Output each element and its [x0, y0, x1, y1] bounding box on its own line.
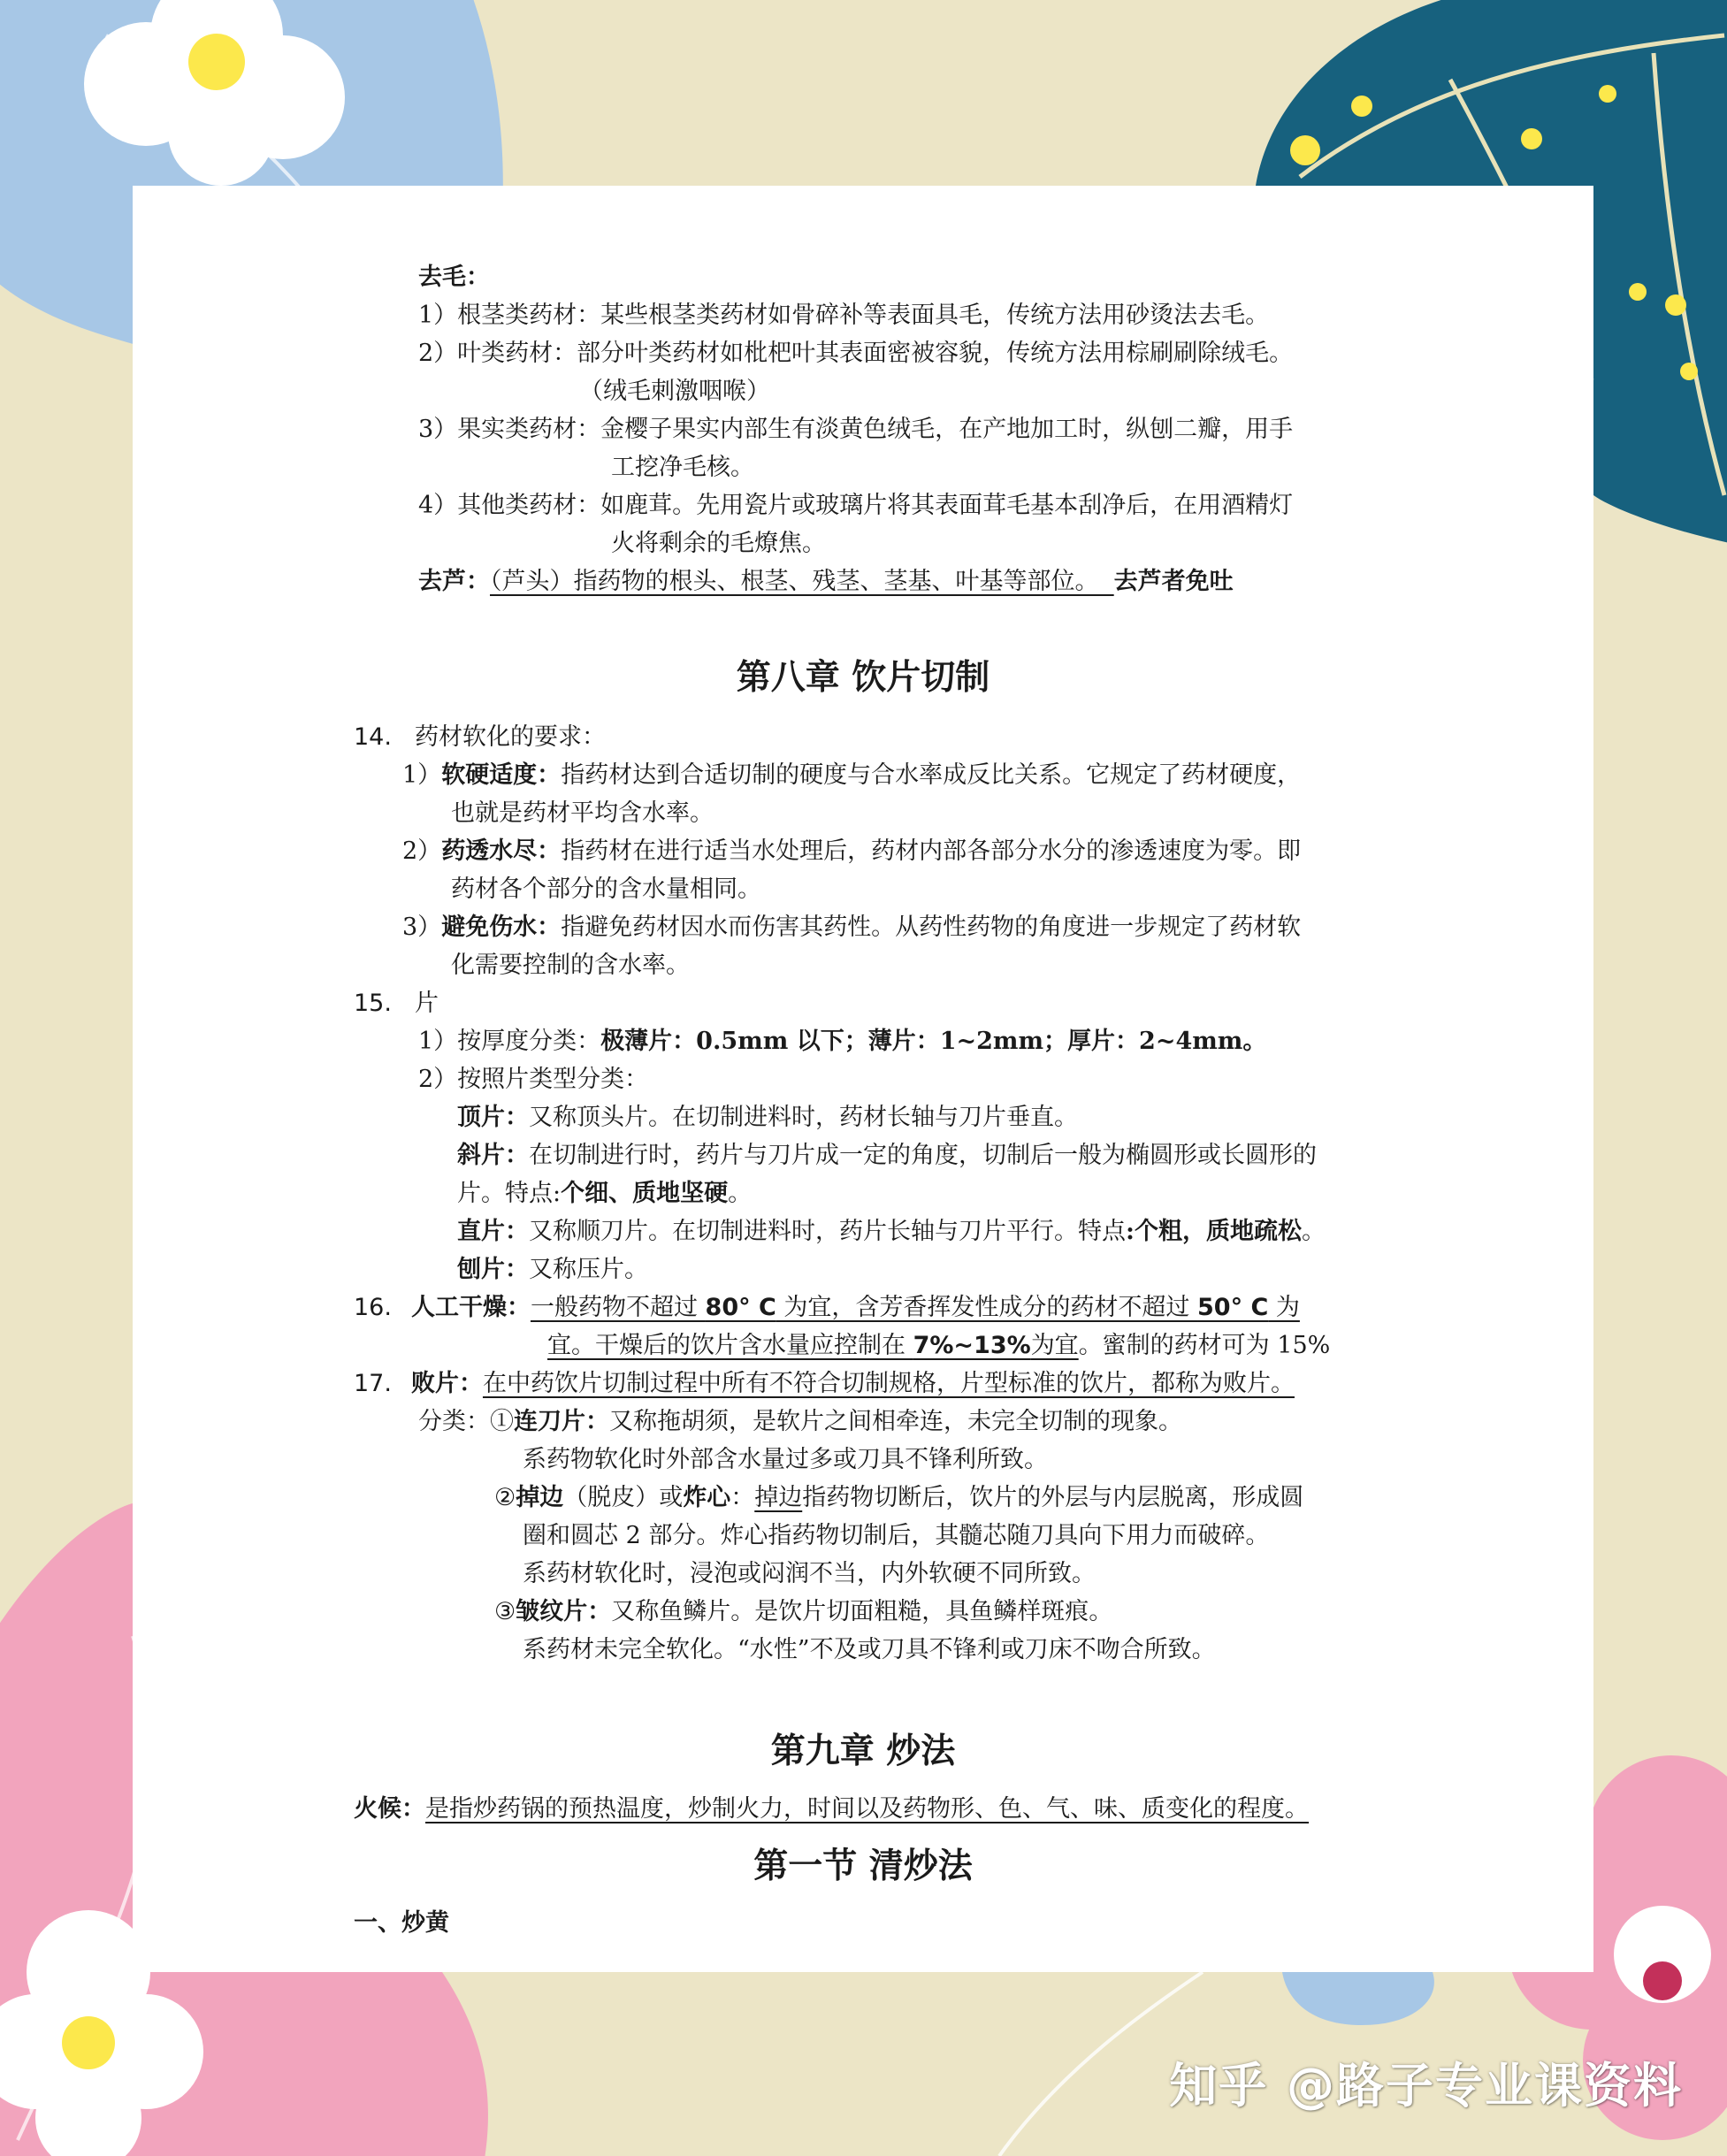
- zhi-pian-text: 又称顺刀片。在切制进料时，药片长轴与刀片平行。特点: [529, 1218, 1126, 1245]
- xie-pian-period: 。: [728, 1180, 753, 1207]
- qulu-definition: [418, 564, 1234, 600]
- item-16-cont-text-2: 为宜: [1030, 1332, 1079, 1359]
- item-14-3-cont: 化需要控制的含水率。: [451, 952, 690, 979]
- item-14-2-text: 指药材在进行适当水处理后，药材内部各部分水分的渗透速度为零。即: [561, 837, 1302, 865]
- item-17-definition: 在中药饮片切制过程中所有不符合切制规格，片型标准的饮片，都称为败片。: [482, 1370, 1295, 1397]
- item-15-1: [418, 1024, 1266, 1059]
- item-14-number: 14.: [354, 723, 392, 751]
- qumao-item-1: 1）根茎类药材：某些根茎类药材如骨碎补等表面具毛，传统方法用砂烫法去毛。: [418, 302, 1270, 329]
- bao-pian: [457, 1252, 648, 1288]
- qumao-item-3-cont: 工挖净毛核。: [611, 454, 754, 481]
- classification-2: [494, 1480, 1303, 1516]
- item-16-number: 16.: [354, 1294, 392, 1321]
- classification-3: [494, 1594, 1112, 1630]
- ding-pian: [457, 1100, 1078, 1135]
- classification-2-cont: 圈和圆芯 2 部分。炸心指药物切制后，其髓芯随刀具向下用力而破碎。: [523, 1522, 1270, 1549]
- chapter-8-title: 第八章 饮片切制: [736, 657, 990, 698]
- item-17: [354, 1366, 1295, 1402]
- document-page: [133, 186, 1593, 1972]
- xie-pian-feature-label: 片。特点:: [457, 1180, 562, 1207]
- section-1-title: 第一节 清炒法: [753, 1846, 973, 1886]
- item-15-text: 片: [414, 990, 439, 1017]
- huohou-term: 火候：: [354, 1795, 425, 1823]
- item-14-text: 药材软化的要求：: [414, 723, 606, 751]
- classification-1-text: 又称拖胡须，是软片之间相牵连，未完全切制的现象。: [609, 1408, 1182, 1435]
- classification-3-marker: ③: [494, 1598, 516, 1625]
- item-14-3-number: 3）: [402, 914, 442, 941]
- bao-pian-term: 刨片：: [457, 1256, 529, 1283]
- item-17-number: 17.: [354, 1370, 392, 1397]
- classification-2-mid: （脱皮）或: [563, 1484, 684, 1511]
- item-16: [354, 1290, 1300, 1326]
- item-14-2-cont: 药材各个部分的含水量相同。: [451, 875, 761, 903]
- classification-3-cause: 系药材未完全软化。“水性”不及或刀具不锋利或刀床不吻合所致。: [523, 1636, 1216, 1663]
- classification-2-marker: ②: [494, 1484, 516, 1511]
- zhi-pian-term: 直片：: [457, 1218, 529, 1245]
- item-14-3-text: 指避免药材因水而伤害其药性。从药性药物的角度进一步规定了药材软: [561, 914, 1302, 941]
- qumao-heading: 去毛：: [418, 264, 490, 291]
- xie-pian-text: 在切制进行时，药片与刀片成一定的角度，切制后一般为椭圆形或长圆形的: [529, 1142, 1317, 1169]
- xie-pian-term: 斜片：: [457, 1142, 529, 1169]
- classification-1-cause: 系药物软化时外部含水量过多或刀具不锋利所致。: [523, 1446, 1048, 1473]
- zhi-pian-period: 。: [1301, 1218, 1326, 1245]
- ding-pian-term: 顶片：: [457, 1104, 529, 1131]
- item-16-cont-text-1: 宜。干燥后的饮片含水量应控制在: [547, 1332, 913, 1359]
- item-15-1-values: 极薄片：0.5mm 以下；薄片：1~2mm；厚片：2~4mm。: [600, 1028, 1267, 1055]
- huohou-definition: [354, 1792, 1309, 1827]
- item-15: [354, 986, 439, 1021]
- ding-pian-text: 又称顶头片。在切制进料时，药材长轴与刀片垂直。: [529, 1104, 1078, 1131]
- item-14-3: [402, 910, 1301, 945]
- classification-1-marker: ①: [490, 1408, 514, 1435]
- qumao-item-4: 4）其他类药材：如鹿茸。先用瓷片或玻璃片将其表面茸毛基本刮净后，在用酒精灯: [418, 492, 1294, 519]
- item-16-cont-text-3: 。蜜制的药材可为 15%: [1078, 1332, 1331, 1359]
- classification-label: 分类：: [418, 1408, 490, 1435]
- document-content: [133, 186, 1593, 1972]
- xie-pian: [457, 1138, 1317, 1174]
- qulu-label: 去芦：: [418, 568, 490, 595]
- item-14-3-term: 避免伤水：: [441, 914, 562, 941]
- subsection-chaohuang: 一、炒黄: [354, 1909, 449, 1937]
- item-14-1: [402, 758, 1301, 793]
- qulu-tail: 去芦者免吐: [1113, 568, 1234, 595]
- classification-1: [418, 1404, 1182, 1440]
- item-16-text-3: 为: [1268, 1294, 1300, 1321]
- xie-pian-cont: [457, 1176, 752, 1212]
- qumao-item-3: 3）果实类药材：金樱子果实内部生有淡黄色绒毛，在产地加工时，纵刨二瓣，用手: [418, 416, 1294, 443]
- item-14-2: [402, 834, 1301, 869]
- item-14-1-term: 软硬适度：: [441, 761, 562, 789]
- xie-pian-feature: 个细、质地坚硬: [561, 1180, 729, 1207]
- classification-2-text: 指药物切断后，饮片的外层与内层脱离，形成圆: [802, 1484, 1304, 1511]
- bao-pian-text: 又称压片。: [529, 1256, 648, 1283]
- classification-2-term-2: 炸心: [683, 1484, 731, 1511]
- item-14-2-term: 药透水尽：: [441, 837, 562, 865]
- classification-1-term: 连刀片：: [514, 1408, 609, 1435]
- classification-3-term: 皱纹片：: [516, 1598, 612, 1625]
- item-15-number: 15.: [354, 990, 392, 1017]
- classification-2-cause: 系药材软化时，浸泡或闷润不当，内外软硬不同所致。: [523, 1560, 1096, 1587]
- item-17-term: 败片：: [410, 1370, 483, 1397]
- classification-2-underlined: 掉边: [754, 1484, 803, 1511]
- qumao-item-4-cont: 火将剩余的毛燎焦。: [611, 530, 826, 557]
- item-14-1-cont: 也就是药材平均含水率。: [451, 799, 714, 827]
- item-14-1-number: 1）: [402, 761, 442, 789]
- item-16-moisture: 7%~13%: [913, 1332, 1031, 1359]
- item-16-temp-2: 50° C: [1197, 1294, 1269, 1321]
- classification-2-term-1: 掉边: [516, 1484, 564, 1511]
- item-16-text-2: 为宜，含芳香挥发性成分的药材不超过: [776, 1294, 1198, 1321]
- zhi-pian-feature: :个粗，质地疏松: [1126, 1218, 1302, 1245]
- qulu-def: （芦头）指药物的根头、根茎、残茎、茎基、叶基等部位。: [490, 568, 1099, 595]
- item-16-temp-1: 80° C: [705, 1294, 776, 1321]
- item-16-cont: [547, 1328, 1330, 1364]
- zhi-pian: [457, 1214, 1326, 1250]
- qumao-item-2: 2）叶类药材：部分叶类药材如枇杷叶其表面密被容貌，传统方法用棕刷刷除绒毛。: [418, 340, 1294, 367]
- chapter-9-title: 第九章 炒法: [770, 1731, 956, 1771]
- item-16-text-1: 一般药物不超过: [530, 1294, 706, 1321]
- blue-blob-bottom: [1282, 1972, 1434, 2025]
- item-14: [354, 720, 606, 755]
- item-15-2: 2）按照片类型分类：: [418, 1066, 649, 1093]
- item-16-term: 人工干燥：: [410, 1294, 531, 1321]
- zhihu-watermark: 知乎 @路子专业课资料: [1169, 2058, 1683, 2114]
- classification-3-text: 又称鱼鳞片。是饮片切面粗糙，具鱼鳞样斑痕。: [611, 1598, 1113, 1625]
- item-15-1-label: 1）按厚度分类：: [418, 1028, 601, 1055]
- classification-2-colon: ：: [730, 1484, 755, 1511]
- item-14-1-text: 指药材达到合适切制的硬度与合水率成反比关系。它规定了药材硬度，: [561, 761, 1302, 789]
- huohou-def: 是指炒药锅的预热温度，炒制火力，时间以及药物形、色、气、味、质变化的程度。: [425, 1795, 1309, 1823]
- qumao-item-2-note: （绒毛刺激咽喉）: [579, 378, 770, 405]
- item-14-2-number: 2）: [402, 837, 442, 865]
